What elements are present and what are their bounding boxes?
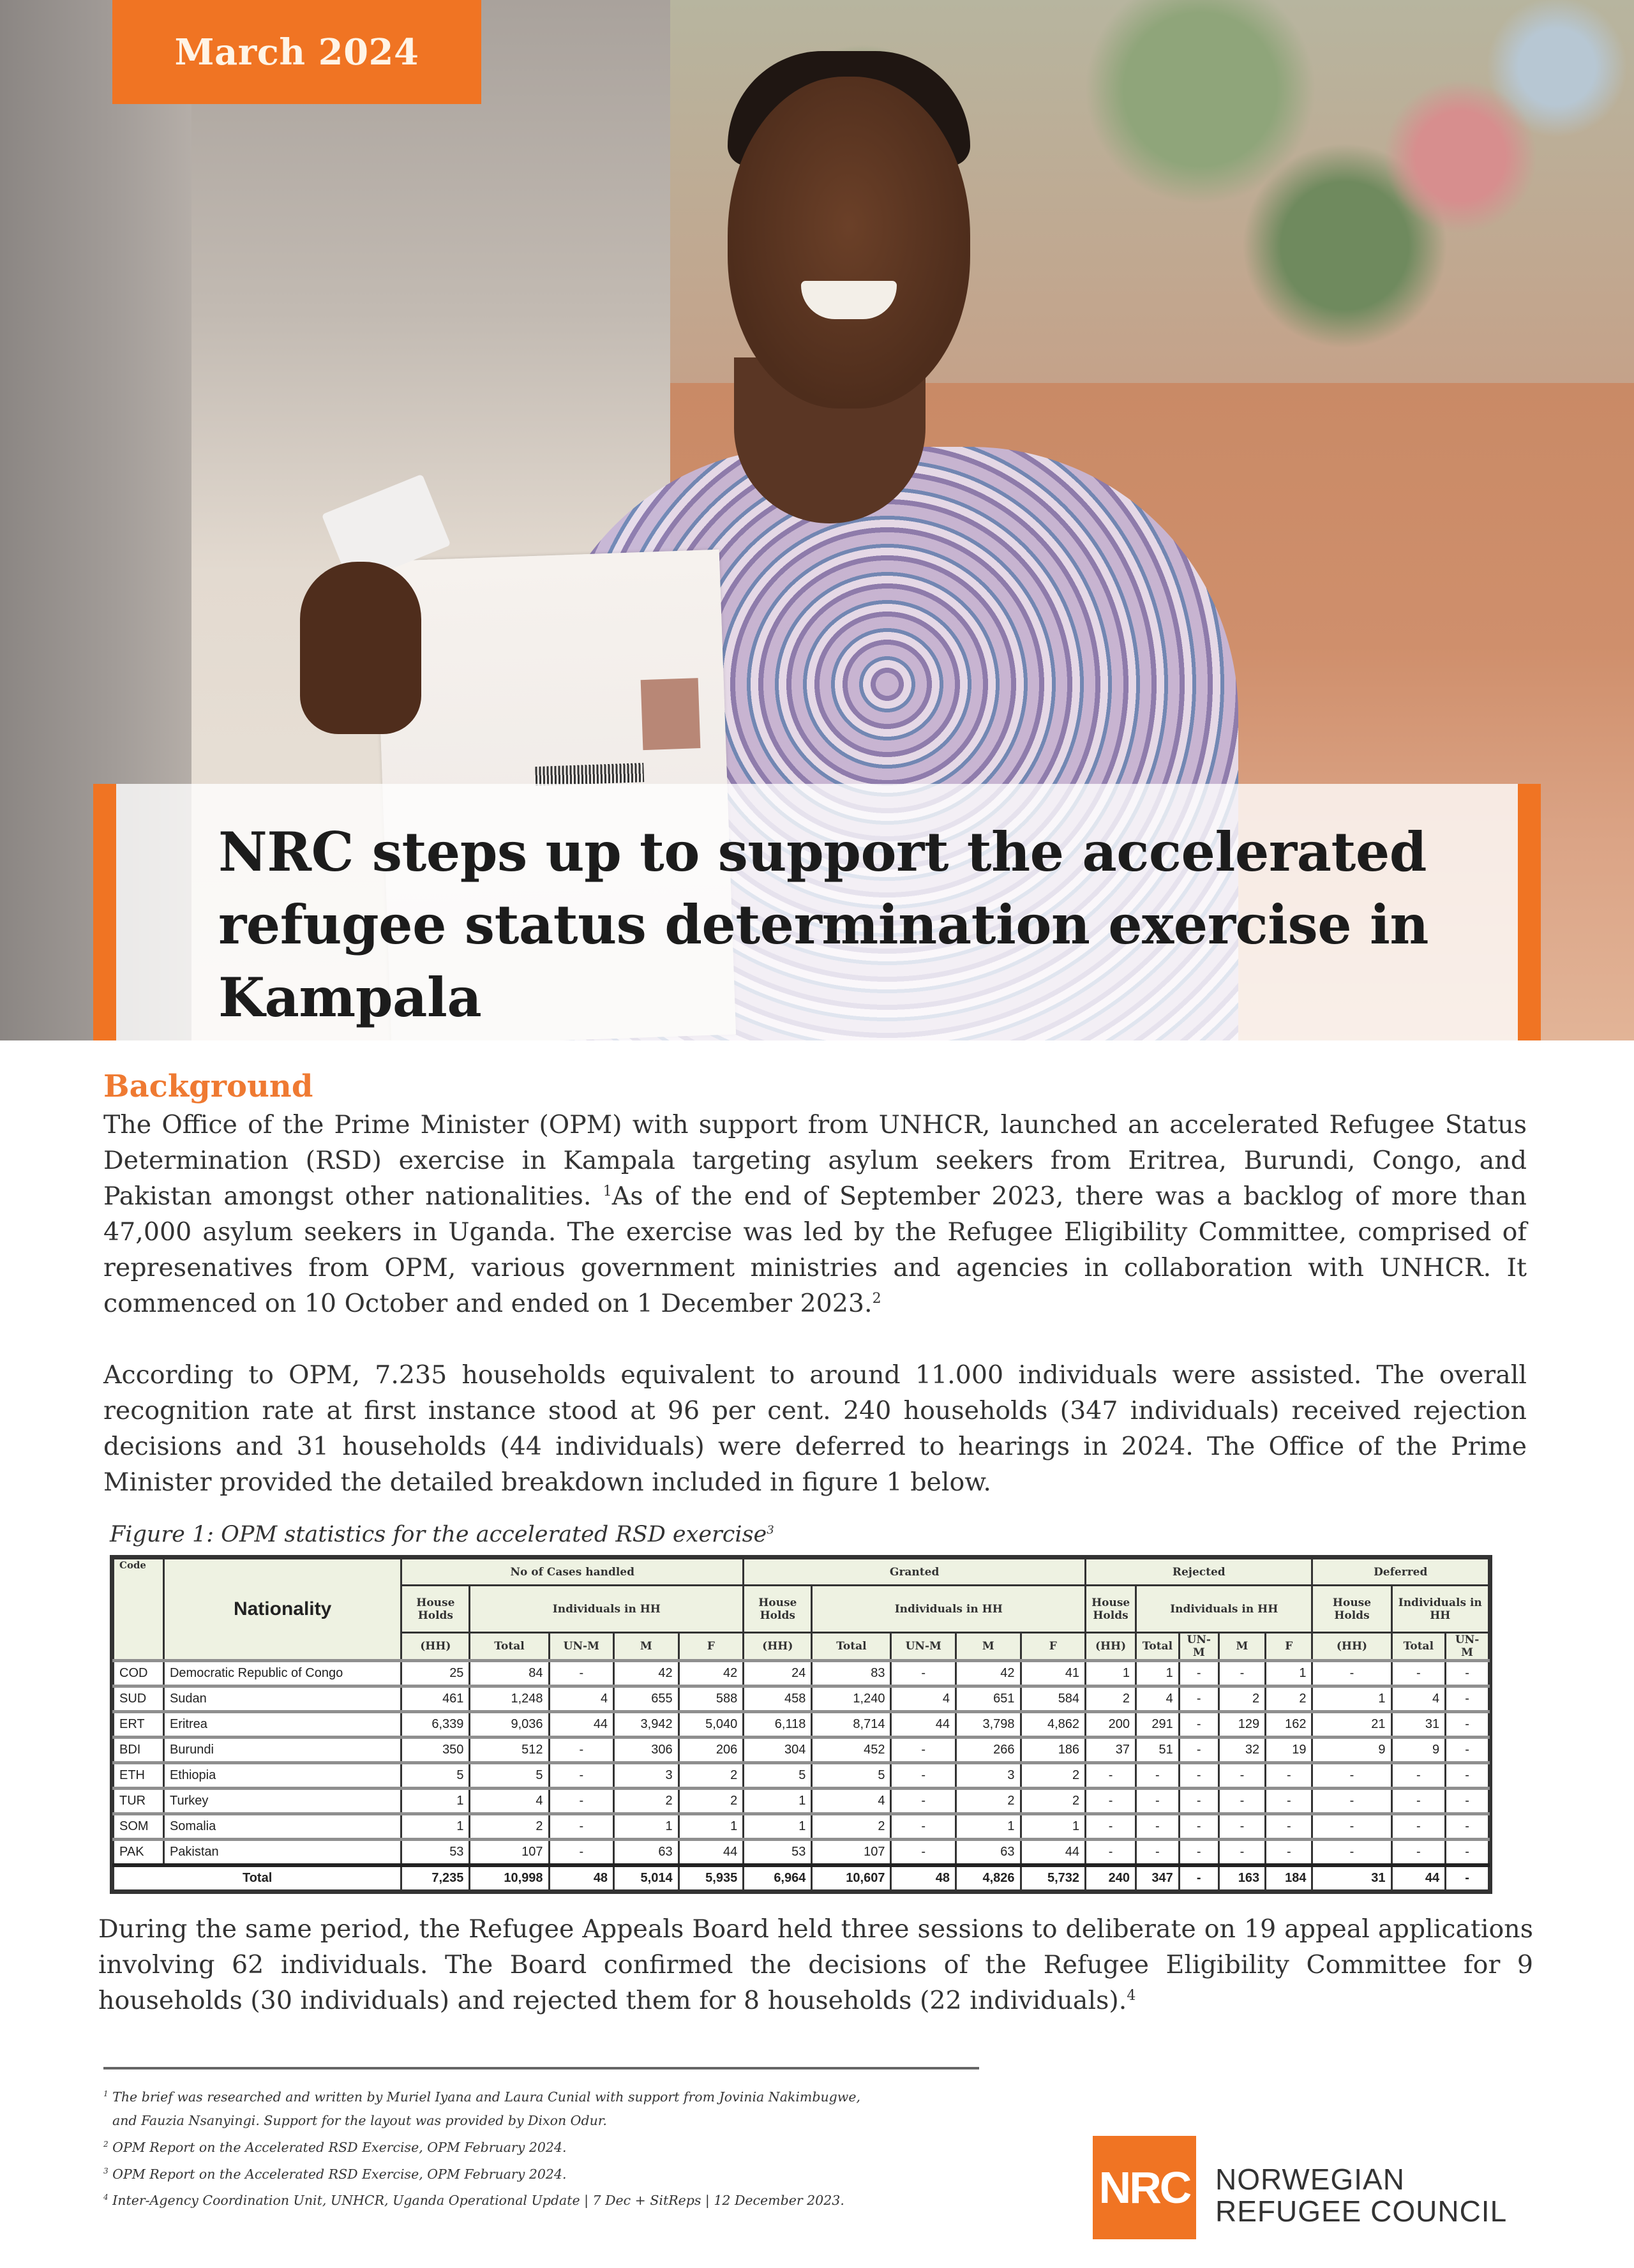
cell-total-cases: 5,014 [614,1865,679,1891]
cell-nationality: Democratic Republic of Congo [163,1661,401,1686]
cell-granted: 2 [956,1789,1021,1814]
cell-cases: 2 [678,1763,744,1789]
title-accent-bar-right [1518,784,1541,1040]
cell-rejected: - [1136,1763,1180,1789]
cell-rejected: 291 [1136,1712,1180,1738]
cell-rejected: - [1136,1814,1180,1840]
cell-cases: 1 [401,1789,470,1814]
cell-cases: 1 [401,1814,470,1840]
nrc-logo-line-1: NORWEGIAN [1215,2163,1405,2196]
cell-code: SOM [114,1814,164,1840]
cell-granted: 24 [744,1661,812,1686]
cell-rejected: - [1179,1712,1218,1738]
cell-total-label: Total [114,1865,401,1891]
cell-granted: 4 [891,1686,956,1712]
cell-nationality: Burundi [163,1738,401,1763]
col-header-nationality: Nationality [163,1559,401,1661]
cell-granted: - [891,1661,956,1686]
cell-cases: - [549,1661,614,1686]
cell-total-deferred: - [1446,1865,1489,1891]
cell-rejected: 129 [1218,1712,1265,1738]
sub-header-cases: Total [470,1633,549,1661]
footnote-text: OPM Report on the Accelerated RSD Exercise, OPM February 2024. [112,2139,567,2155]
cell-rejected: - [1179,1661,1218,1686]
group-header-deferred: Deferred [1312,1559,1489,1586]
cell-deferred: 9 [1312,1738,1391,1763]
cell-rejected: - [1218,1661,1265,1686]
footnote-item [103,2133,1010,2159]
sub-header-granted: F [1021,1633,1086,1661]
cell-nationality: Eritrea [163,1712,401,1738]
cell-granted: 5 [812,1763,891,1789]
cell-granted: 42 [956,1661,1021,1686]
cell-granted: 44 [1021,1840,1086,1865]
sub-header-granted: UN-M [891,1633,956,1661]
sub-header-deferred: UN-M [1446,1633,1489,1661]
cell-granted: - [891,1738,956,1763]
cell-granted: 1 [1021,1814,1086,1840]
cell-code: TUR [114,1789,164,1814]
cell-granted: 4,862 [1021,1712,1086,1738]
cell-deferred: 4 [1391,1686,1446,1712]
sub-header-granted: Total [812,1633,891,1661]
date-badge-label: March 2024 [174,31,419,73]
cell-rejected: - [1266,1840,1312,1865]
footnote-number: 1 [103,2089,109,2098]
cell-code: PAK [114,1840,164,1865]
cell-granted: 83 [812,1661,891,1686]
cell-rejected: 1 [1136,1661,1180,1686]
cell-nationality: Ethiopia [163,1763,401,1789]
col-header-individuals: Individuals in HH [470,1586,744,1633]
cell-deferred: 1 [1312,1686,1391,1712]
col-header-households: House Holds [744,1586,812,1633]
document-photo [641,678,701,750]
cell-code: BDI [114,1738,164,1763]
cell-nationality: Somalia [163,1814,401,1840]
cell-deferred: - [1391,1661,1446,1686]
cell-deferred: - [1312,1840,1391,1865]
cell-granted: 3,798 [956,1712,1021,1738]
cell-deferred: - [1312,1814,1391,1840]
cell-cases: 206 [678,1738,744,1763]
cell-total-cases: 7,235 [401,1865,470,1891]
cell-cases: 107 [470,1840,549,1865]
cell-cases: - [549,1789,614,1814]
cell-total-rejected: 347 [1136,1865,1180,1891]
cell-total-granted: 4,826 [956,1865,1021,1891]
cell-cases: 2 [614,1789,679,1814]
cell-total-rejected: 184 [1266,1865,1312,1891]
table-row [114,1789,1489,1814]
col-header-individuals: Individuals in HH [1391,1586,1488,1633]
cell-rejected: - [1136,1840,1180,1865]
footnote-ref[interactable]: 1 [603,1183,612,1199]
cell-cases: - [549,1738,614,1763]
background-section [103,1066,1527,1500]
cell-cases: 6,339 [401,1712,470,1738]
cell-code: COD [114,1661,164,1686]
table-row [114,1814,1489,1840]
cell-cases: 44 [678,1840,744,1865]
hero-person-face [728,77,970,409]
cell-deferred: 31 [1391,1712,1446,1738]
cell-cases: 44 [549,1712,614,1738]
title-accent-bar-left [93,784,116,1040]
footnote-item [103,2159,1010,2186]
cell-total-granted: 48 [891,1865,956,1891]
cell-deferred: - [1391,1789,1446,1814]
cell-rejected: 51 [1136,1738,1180,1763]
group-header-cases: No of Cases handled [401,1559,744,1586]
cell-cases: 63 [614,1840,679,1865]
cell-rejected: 162 [1266,1712,1312,1738]
sub-header-granted: (HH) [744,1633,812,1661]
cell-cases: 512 [470,1738,549,1763]
cell-cases: 84 [470,1661,549,1686]
cell-granted: 107 [812,1840,891,1865]
cell-rejected: - [1266,1763,1312,1789]
cell-cases: 5 [470,1763,549,1789]
cell-deferred: - [1446,1712,1489,1738]
cell-rejected: 1 [1086,1661,1136,1686]
cell-deferred: - [1391,1763,1446,1789]
cell-granted: 6,118 [744,1712,812,1738]
footnote-ref[interactable]: 3 [767,1523,774,1537]
sub-header-rejected: Total [1136,1633,1180,1661]
cell-rejected: 32 [1218,1738,1265,1763]
paragraph-1-text-cont: As of the end of September 2023, there was a backlog of more than 47,000 asylum seekers in Uganda. The exercise was led by the Refugee Eligibility Committee, comprised of represenatives from OPM, various government ministries and agencies in collaboration with UNHCR. It commenced on 10 October and ended on 1 December 2023. [103,1182,1527,1318]
col-header-code: Code [114,1559,164,1661]
cell-granted: 1 [744,1789,812,1814]
footnote-number: 4 [103,2193,109,2202]
table-row [114,1840,1489,1865]
cell-granted: 2 [1021,1789,1086,1814]
cell-granted: 2 [812,1814,891,1840]
cell-deferred: - [1391,1814,1446,1840]
cell-cases: 2 [678,1789,744,1814]
cell-deferred: - [1446,1661,1489,1686]
paragraph-1-text: The Office of the Prime Minister (OPM) with support from UNHCR, launched an accelerated Refugee Status Determination (RSD) exercise in Kampala targeting asylum seekers from Eritrea, Burundi, Congo, and Pakistan amongst other nationalities. [103,1110,1527,1211]
footnote-item [103,2186,1010,2212]
nrc-logo-mark-text: NRC [1098,2163,1190,2212]
cell-total-cases: 10,998 [470,1865,549,1891]
cell-rejected: 200 [1086,1712,1136,1738]
cell-cases: 461 [401,1686,470,1712]
cell-cases: 588 [678,1686,744,1712]
cell-granted: - [891,1763,956,1789]
cell-granted: - [891,1840,956,1865]
cell-granted: - [891,1814,956,1840]
cell-deferred: - [1446,1814,1489,1840]
nrc-logo [1093,2136,1507,2239]
cell-rejected: - [1086,1840,1136,1865]
sub-header-rejected: F [1266,1633,1312,1661]
cell-cases: 4 [549,1686,614,1712]
cell-deferred: - [1312,1763,1391,1789]
cell-code: ERT [114,1712,164,1738]
footnote-ref[interactable]: 2 [872,1290,881,1307]
cell-total-granted: 5,732 [1021,1865,1086,1891]
cell-deferred: - [1446,1686,1489,1712]
cell-nationality: Turkey [163,1789,401,1814]
cell-rejected: - [1179,1686,1218,1712]
footnote-number: 3 [103,2166,109,2175]
paragraph-3-text: During the same period, the Refugee Appeals Board held three sessions to deliberate on 19 appeal applications involving 62 individuals. The Board confirmed the decisions of the Refugee Eligibility Committee for 9 households (30 individuals) and rejected them for 8 households (22 individuals). [98,1914,1533,2015]
nrc-logo-mark [1093,2136,1196,2239]
cell-granted: 5 [744,1763,812,1789]
cell-granted: 44 [891,1712,956,1738]
cell-granted: 3 [956,1763,1021,1789]
cell-cases: - [549,1763,614,1789]
section-heading-background: Background [103,1069,313,1104]
cell-cases: 42 [614,1661,679,1686]
group-header-rejected: Rejected [1086,1559,1312,1586]
cell-granted: 8,714 [812,1712,891,1738]
cell-rejected: 2 [1218,1686,1265,1712]
cell-cases: 53 [401,1840,470,1865]
footnote-text: OPM Report on the Accelerated RSD Exercise, OPM February 2024. [112,2166,567,2182]
page-title: NRC steps up to support the accelerated refugee status determination exercise in Kampala [218,820,1428,1029]
cell-cases: 5 [401,1763,470,1789]
footnote-text: The brief was researched and written by Muriel Iyana and Laura Cunial with support from Jovinia Nakimbugwe, [112,2089,860,2105]
table-row [114,1712,1489,1738]
cell-total-rejected: - [1179,1865,1218,1891]
col-header-individuals: Individuals in HH [812,1586,1086,1633]
cell-total-deferred: 44 [1391,1865,1446,1891]
date-badge [112,0,481,104]
cell-cases: 306 [614,1738,679,1763]
cell-rejected: - [1086,1814,1136,1840]
cell-deferred: - [1446,1763,1489,1789]
cell-cases: 1 [678,1814,744,1840]
table-row [114,1686,1489,1712]
sub-header-rejected: (HH) [1086,1633,1136,1661]
footnote-number: 2 [103,2139,109,2149]
cell-granted: 53 [744,1840,812,1865]
cell-granted: 266 [956,1738,1021,1763]
cell-cases: 2 [470,1814,549,1840]
cell-deferred: - [1312,1789,1391,1814]
sub-header-deferred: Total [1391,1633,1446,1661]
cell-granted: 1,240 [812,1686,891,1712]
sub-header-cases: (HH) [401,1633,470,1661]
cell-cases: 1,248 [470,1686,549,1712]
cell-cases: 3 [614,1763,679,1789]
cell-rejected: - [1179,1789,1218,1814]
cell-granted: 584 [1021,1686,1086,1712]
cell-code: SUD [114,1686,164,1712]
cell-granted: 4 [812,1789,891,1814]
footnotes [103,2082,1010,2212]
cell-cases: - [549,1840,614,1865]
cell-rejected: 19 [1266,1738,1312,1763]
cell-cases: 9,036 [470,1712,549,1738]
cell-granted: 452 [812,1738,891,1763]
cell-deferred: - [1312,1661,1391,1686]
cell-nationality: Pakistan [163,1840,401,1865]
sub-header-cases: F [678,1633,744,1661]
cell-rejected: - [1086,1763,1136,1789]
cell-rejected: - [1218,1814,1265,1840]
cell-nationality: Sudan [163,1686,401,1712]
sub-header-cases: UN-M [549,1633,614,1661]
cell-rejected: - [1179,1840,1218,1865]
cell-cases: 3,942 [614,1712,679,1738]
cell-deferred: 21 [1312,1712,1391,1738]
cell-rejected: 1 [1266,1661,1312,1686]
cell-deferred: - [1391,1840,1446,1865]
footnote-text: and Fauzia Nsanyingi. Support for the layout was provided by Dixon Odur. [112,2112,607,2128]
cell-granted: 63 [956,1840,1021,1865]
cell-rejected: 4 [1136,1686,1180,1712]
cell-rejected: 2 [1266,1686,1312,1712]
cell-granted: 41 [1021,1661,1086,1686]
cell-total-cases: 48 [549,1865,614,1891]
hero-person-hand [300,562,421,734]
cell-deferred: 9 [1391,1738,1446,1763]
cell-granted: 1 [956,1814,1021,1840]
cell-rejected: - [1266,1789,1312,1814]
cell-cases: 25 [401,1661,470,1686]
table-row [114,1738,1489,1763]
footnote-ref[interactable]: 4 [1127,1987,1136,2004]
cell-cases: 42 [678,1661,744,1686]
cell-deferred: - [1446,1840,1489,1865]
group-header-granted: Granted [744,1559,1086,1586]
cell-total-granted: 6,964 [744,1865,812,1891]
cell-total-rejected: 240 [1086,1865,1136,1891]
cell-cases: 350 [401,1738,470,1763]
cell-rejected: - [1179,1738,1218,1763]
cell-granted: 2 [1021,1763,1086,1789]
table-row [114,1763,1489,1789]
sub-header-deferred: (HH) [1312,1633,1391,1661]
cell-deferred: - [1446,1738,1489,1763]
cell-rejected: - [1266,1814,1312,1840]
nrc-logo-line-2: REFUGEE COUNCIL [1215,2195,1508,2228]
title-panel [93,784,1541,1040]
footnote-item [103,2082,1010,2109]
figure-caption-text: Figure 1: OPM statistics for the accelerated RSD exercise [110,1522,767,1547]
cell-total-cases: 5,935 [678,1865,744,1891]
col-header-households: House Holds [401,1586,470,1633]
sub-header-rejected: M [1218,1633,1265,1661]
footnote-item [103,2109,1010,2133]
paragraph-2: According to OPM, 7.235 households equivalent to around 11.000 individuals were assisted. The overall recognition rate at first instance stood at 96 per cent. 240 households (347 individuals) received rejection decisions and 31 households (44 individuals) were deferred to hearings in 2024. The Office of the Prime Minister provided the detailed breakdown included in figure 1 below. [103,1360,1527,1497]
cell-cases: 655 [614,1686,679,1712]
col-header-households: House Holds [1086,1586,1136,1633]
cell-rejected: - [1179,1763,1218,1789]
sub-header-granted: M [956,1633,1021,1661]
cell-cases: 4 [470,1789,549,1814]
cell-granted: 651 [956,1686,1021,1712]
col-header-households: House Holds [1312,1586,1391,1633]
cell-rejected: 37 [1086,1738,1136,1763]
paragraph-3 [98,1911,1533,2018]
table-row [114,1661,1489,1686]
cell-cases: - [549,1814,614,1840]
cell-total-deferred: 31 [1312,1865,1391,1891]
nrc-logo-wordmark [1215,2163,1507,2227]
footnote-text: Inter-Agency Coordination Unit, UNHCR, Uganda Operational Update | 7 Dec + SitReps | 12 December 2023. [112,2193,844,2209]
sub-header-rejected: UN-M [1179,1633,1218,1661]
cell-rejected: - [1218,1763,1265,1789]
cell-granted: 304 [744,1738,812,1763]
cell-rejected: - [1179,1814,1218,1840]
cell-cases: 5,040 [678,1712,744,1738]
cell-rejected: - [1218,1840,1265,1865]
cell-total-rejected: 163 [1218,1865,1265,1891]
footnote-divider [103,2067,979,2069]
opm-statistics-table [112,1558,1490,1891]
paragraph-1 [103,1107,1527,1321]
cell-cases: 1 [614,1814,679,1840]
cell-deferred: - [1446,1789,1489,1814]
document-barcode-icon [535,763,644,786]
cell-granted: - [891,1789,956,1814]
cell-code: ETH [114,1763,164,1789]
cell-rejected: 2 [1086,1686,1136,1712]
figure-caption [110,1522,774,1547]
opm-statistics-table-wrapper [110,1555,1492,1894]
table-total-row [114,1865,1489,1891]
cell-granted: 186 [1021,1738,1086,1763]
sub-header-cases: M [614,1633,679,1661]
cell-granted: 1 [744,1814,812,1840]
cell-rejected: - [1136,1789,1180,1814]
cell-rejected: - [1218,1789,1265,1814]
col-header-individuals: Individuals in HH [1136,1586,1312,1633]
cell-granted: 458 [744,1686,812,1712]
cell-rejected: - [1086,1789,1136,1814]
cell-total-granted: 10,607 [812,1865,891,1891]
